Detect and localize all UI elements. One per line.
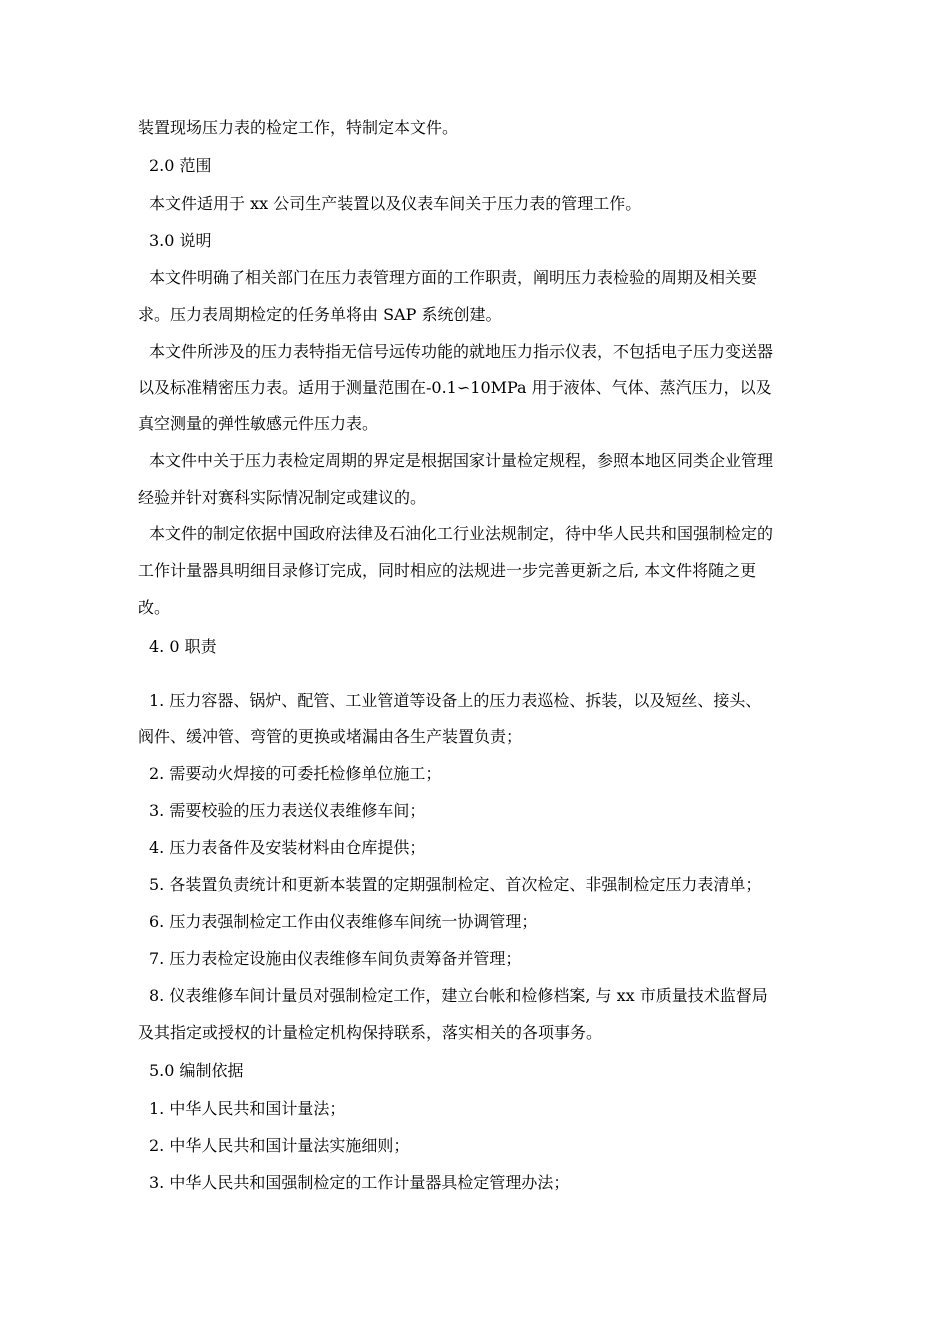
paragraph-line: 本文件所涉及的压力表特指无信号远传功能的就地压力指示仪表，不包括电子压力变送器 bbox=[149, 342, 774, 361]
list-item: 6. 压力表强制检定工作由仪表维修车间统一协调管理； bbox=[149, 912, 538, 931]
section-heading: 3.0 说明 bbox=[149, 231, 212, 250]
list-item: 7. 压力表检定设施由仪表维修车间负责筹备并管理； bbox=[149, 949, 522, 968]
list-item: 3. 中华人民共和国强制检定的工作计量器具检定管理办法； bbox=[149, 1173, 570, 1192]
list-item: 2. 需要动火焊接的可委托检修单位施工； bbox=[149, 764, 442, 783]
paragraph-line: 本文件的制定依据中国政府法律及石油化工行业法规制定，待中华人民共和国强制检定的 bbox=[149, 524, 774, 543]
paragraph-line: 求。压力表周期检定的任务单将由 SAP 系统创建。 bbox=[138, 305, 502, 324]
list-item: 5. 各装置负责统计和更新本装置的定期强制检定、首次检定、非强制检定压力表清单； bbox=[149, 875, 762, 894]
section-heading: 2.0 范围 bbox=[149, 156, 212, 175]
section-heading: 4. 0 职责 bbox=[149, 637, 217, 656]
list-item: 2. 中华人民共和国计量法实施细则； bbox=[149, 1136, 410, 1155]
list-item: 1. 压力容器、锅炉、配管、工业管道等设备上的压力表巡检、拆装，以及短丝、接头、 bbox=[149, 691, 762, 710]
list-item-continuation: 及其指定或授权的计量检定机构保持联系，落实相关的各项事务。 bbox=[138, 1023, 603, 1042]
list-item: 4. 压力表备件及安装材料由仓库提供； bbox=[149, 838, 426, 857]
paragraph-line: 本文件中关于压力表检定周期的界定是根据国家计量检定规程，参照本地区同类企业管理 bbox=[149, 451, 774, 470]
paragraph-line: 本文件适用于 xx 公司生产装置以及仪表车间关于压力表的管理工作。 bbox=[149, 194, 642, 213]
paragraph-line: 真空测量的弹性敏感元件压力表。 bbox=[138, 414, 379, 433]
section-heading: 5.0 编制依据 bbox=[149, 1061, 244, 1080]
paragraph-line: 以及标准精密压力表。适用于测量范围在-0.1∽10MPa 用于液体、气体、蒸汽压力，以及 bbox=[138, 378, 772, 397]
list-item: 8. 仪表维修车间计量员对强制检定工作，建立台帐和检修档案, 与 xx 市质量技术监督局 bbox=[149, 986, 768, 1005]
list-item-continuation: 阀件、缓冲管、弯管的更换或堵漏由各生产装置负责； bbox=[138, 727, 523, 746]
list-item: 3. 需要校验的压力表送仪表维修车间； bbox=[149, 801, 426, 820]
paragraph-line: 工作计量器具明细目录修订完成，同时相应的法规进一步完善更新之后, 本文件将随之更 bbox=[138, 561, 757, 580]
paragraph-line: 本文件明确了相关部门在压力表管理方面的工作职责，阐明压力表检验的周期及相关要 bbox=[149, 268, 758, 287]
paragraph-line: 装置现场压力表的检定工作，特制定本文件。 bbox=[138, 118, 459, 137]
paragraph-line: 经验并针对赛科实际情况制定或建议的。 bbox=[138, 488, 427, 507]
paragraph-line: 改。 bbox=[138, 598, 171, 617]
list-item: 1. 中华人民共和国计量法； bbox=[149, 1099, 346, 1118]
